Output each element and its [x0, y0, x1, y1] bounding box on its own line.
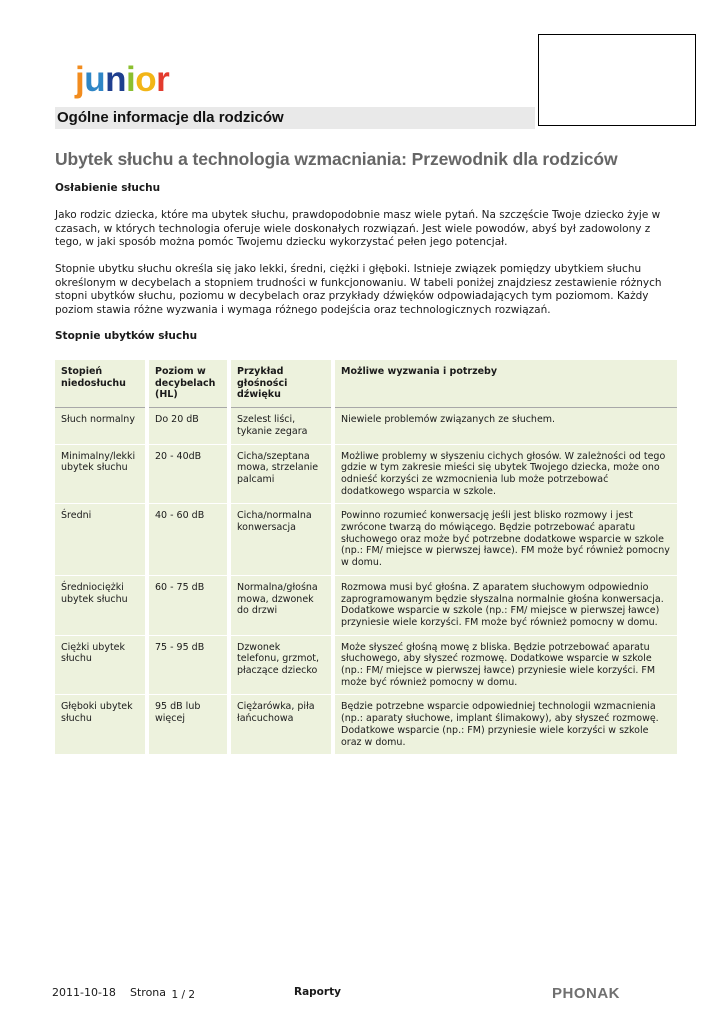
section-band: [55, 107, 535, 129]
logo-letter: u: [84, 60, 106, 99]
cell-degree: Głęboki ubytek słuchu: [55, 695, 147, 755]
header-challenges: Możliwe wyzwania i potrzeby: [333, 360, 677, 408]
footer-report-label: Raporty: [294, 986, 341, 998]
logo-letter: i: [126, 60, 136, 99]
table-header-row: [55, 360, 677, 408]
cell-degree: Słuch normalny: [55, 408, 147, 444]
cell-degree: Średni: [55, 504, 147, 576]
paragraph-degrees: Stopnie ubytku słuchu określa się jako lekki, średni, ciężki i głęboki. Istnieje związek pomiędzy ubytkiem słuchu określonym w decybelach a stopniem trudności w funkcjonowaniu. W tabeli poniżej znajdziesz zestawienie różnych stopni ubytków słuchu, poziomu w decybelach oraz przykłady dźwięków odpowiadających tym poziomom. Każdy poziom stawia różne wyzwania i wymaga różnego podejścia oraz technologicznych rozwiązań.: [55, 263, 662, 316]
cell-challenges: Możliwe problemy w słyszeniu cichych głosów. W zależności od tego gdzie w tym zakresie mieści się ubytek Twojego dziecka, może ono odnieść korzyści ze wzmocnienia lub może potrzebować dodatkowego wsparcia w szkole.: [333, 444, 677, 504]
cell-degree: Ciężki ubytek słuchu: [55, 635, 147, 695]
cell-example: Ciężarówka, piła łańcuchowa: [229, 695, 333, 755]
header-degree: Stopień niedosłuchu: [55, 360, 147, 408]
table-row: [55, 695, 677, 755]
footer-page: [130, 986, 195, 999]
cell-decibels: 60 - 75 dB: [147, 575, 229, 635]
cell-decibels: 75 - 95 dB: [147, 635, 229, 695]
cell-example: Cicha/normalna konwersacja: [229, 504, 333, 576]
cell-degree: Średniociężki ubytek słuchu: [55, 575, 147, 635]
section-band-title: Ogólne informacje dla rodziców: [57, 109, 284, 126]
table-row: [55, 504, 677, 576]
cell-example: Normalna/głośna mowa, dzwonek do drzwi: [229, 575, 333, 635]
cell-decibels: 20 - 40dB: [147, 444, 229, 504]
header-example: Przykład głośności dźwięku: [229, 360, 333, 408]
paragraph-intro: Jako rodzic dziecka, które ma ubytek słuchu, prawdopodobnie masz wiele pytań. Na szczęście Twoje dziecko żyje w czasach, w których technologia oferuje wiele doskonałych rozwiązań. Jest wiele powodów, abyś był zadowolony z tego, w jaki sposób można pomóc Twojemu dziecku wykorzystać pełen jego potencjał.: [55, 209, 661, 249]
table-row: [55, 408, 677, 444]
cell-example: Cicha/szeptana mowa, strzelanie palcami: [229, 444, 333, 504]
page-label: Strona: [130, 986, 167, 999]
footer-date: 2011-10-18: [52, 986, 116, 999]
table-row: [55, 575, 677, 635]
cell-challenges: Będzie potrzebne wsparcie odpowiedniej technologii wzmacnienia (np.: aparaty słuchowe, implant ślimakowy), aby słyszeć rozmowę. Dodatkowe wsparcie (np.: FM) przyniesie wiele korzyści w szkole oraz w domu.: [333, 695, 677, 755]
hearing-loss-table: [55, 360, 677, 755]
cell-challenges: Niewiele problemów związanych ze słuchem.: [333, 408, 677, 444]
logo-letter: j: [75, 60, 85, 99]
subheading-hearing-loss: Osłabienie słuchu: [55, 182, 161, 194]
table-row: [55, 444, 677, 504]
phonak-logo: PHONAK: [552, 985, 621, 1002]
cell-example: Dzwonek telefonu, grzmot, płaczące dziecko: [229, 635, 333, 695]
table-row: [55, 635, 677, 695]
logo-letter: r: [156, 60, 170, 99]
stamp-top-line: [557, 34, 677, 35]
cell-example: Szelest liści, tykanie zegara: [229, 408, 333, 444]
cell-decibels: Do 20 dB: [147, 408, 229, 444]
cell-decibels: 95 dB lub więcej: [147, 695, 229, 755]
cell-degree: Minimalny/lekki ubytek słuchu: [55, 444, 147, 504]
cell-decibels: 40 - 60 dB: [147, 504, 229, 576]
logo-letter: o: [135, 60, 157, 99]
logo-letter: n: [105, 60, 127, 99]
page-number: 1 / 2: [171, 989, 196, 1001]
cell-challenges: Może słyszeć głośną mowę z bliska. Będzie potrzebować aparatu słuchowego, aby słyszeć rozmowę. Dodatkowe wsparcie w szkole (np.: FM/ miejsce w pierwszej ławce) przyniesie wiele korzyści. FM może być również pomocny w domu.: [333, 635, 677, 695]
document-title: Ubytek słuchu a technologia wzmacniania: Przewodnik dla rodziców: [55, 149, 618, 169]
subheading-table: Stopnie ubytków słuchu: [55, 330, 198, 342]
empty-stamp-box: [538, 34, 696, 126]
header-decibels: Poziom w decybelach (HL): [147, 360, 229, 408]
cell-challenges: Rozmowa musi być głośna. Z aparatem słuchowym odpowiednio zaprogramowanym będzie słyszalna normalnie głośna konwersacja. Dodatkowe wsparcie w szkole (np.: FM/ miejsce w pierwszej ławce) przyniesie wiele korzyści. FM może być również pomocny w domu.: [333, 575, 677, 635]
cell-challenges: Powinno rozumieć konwersację jeśli jest blisko rozmowy i jest zwrócone twarzą do mówiącego. Będzie potrzebować aparatu słuchowego oraz może być potrzebne dodatkowe wsparcie w szkole (np.: FM/ miejsce w pierwszej ławce). FM może być również pomocny w domu.: [333, 504, 677, 576]
junior-logo: [75, 62, 169, 97]
